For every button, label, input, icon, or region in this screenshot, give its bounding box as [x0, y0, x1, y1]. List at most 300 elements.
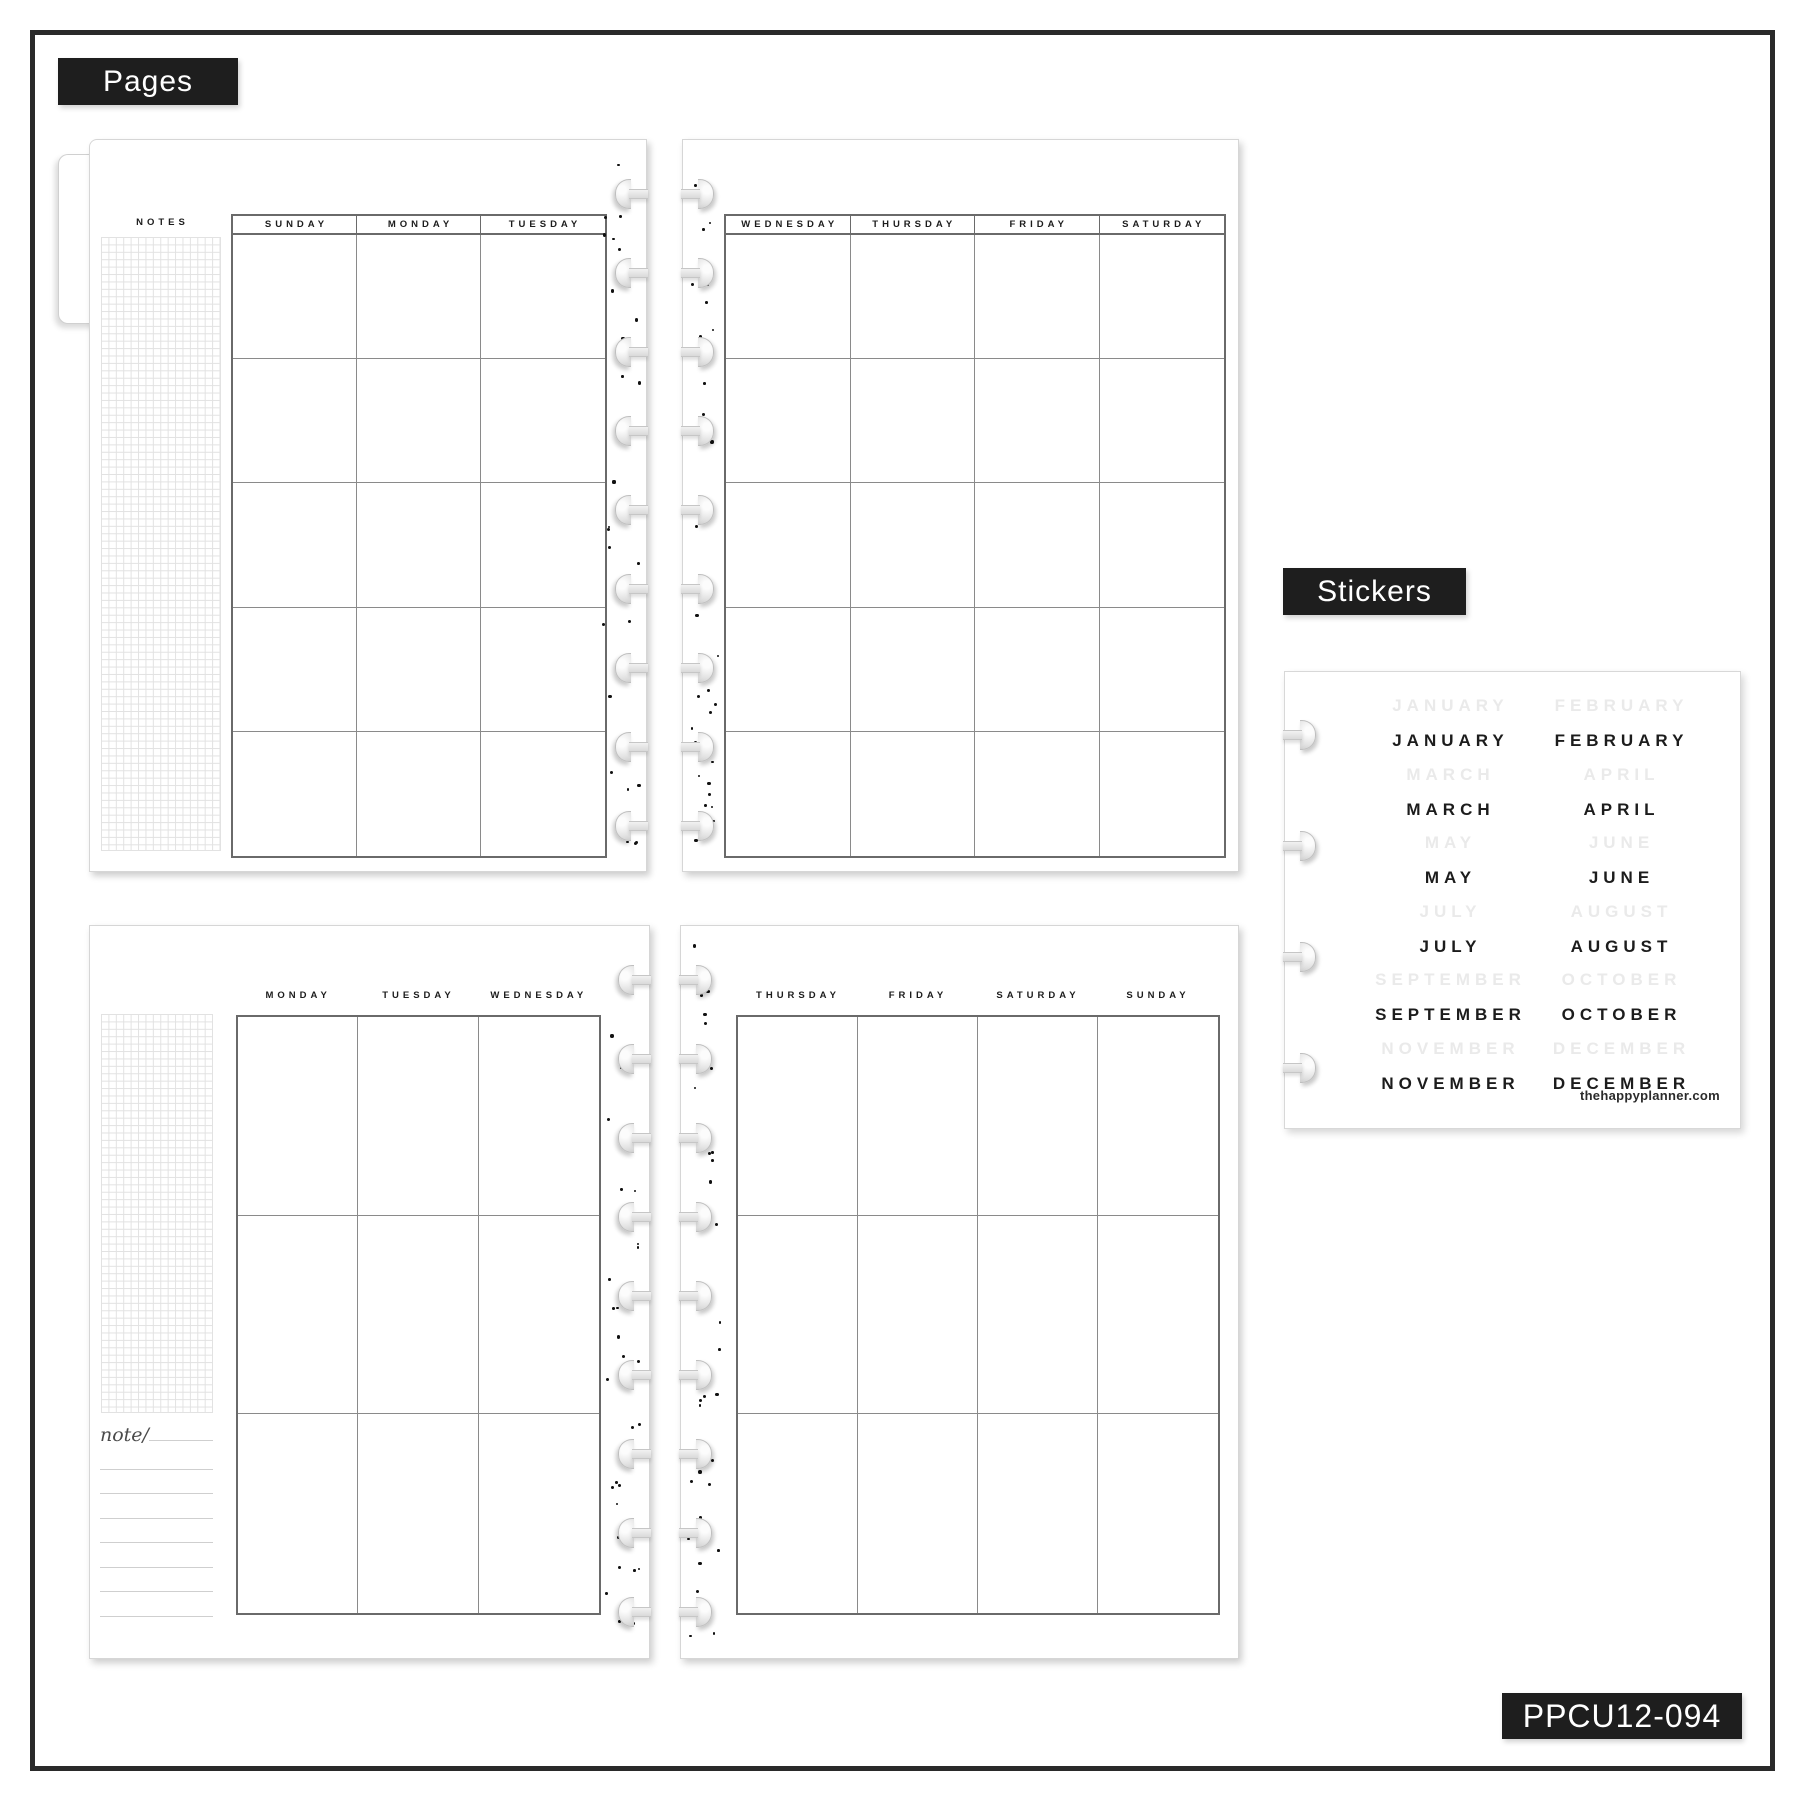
disc-stem	[1283, 841, 1302, 851]
disc-stem	[632, 1291, 651, 1301]
confetti-dot	[709, 222, 711, 224]
day-header-monday: MONDAY	[265, 990, 331, 1001]
binder-disc	[615, 574, 649, 602]
day-header-friday: FRIDAY	[975, 216, 1100, 235]
disc-stem	[681, 426, 700, 436]
month-sticker: JANUARY	[1392, 731, 1509, 750]
notes-title: NOTES	[136, 217, 189, 228]
disc-stem	[632, 1370, 651, 1380]
binder-disc	[680, 811, 714, 839]
disc-stem	[632, 1212, 651, 1222]
weekly-calendar-grid	[236, 1015, 601, 1615]
disc-stem	[681, 268, 700, 278]
binder-disc	[680, 574, 714, 602]
month-sticker: AUGUST	[1570, 936, 1673, 956]
confetti-dot	[698, 775, 700, 777]
confetti-dot	[610, 771, 613, 774]
confetti-dot	[633, 1569, 636, 1572]
confetti-dot	[607, 1118, 610, 1121]
calendar-cell	[358, 1017, 478, 1216]
disc-bulb	[696, 965, 712, 995]
month-sticker-ghost: SEPTEMBER	[1375, 970, 1526, 989]
disc-stem	[679, 1291, 698, 1301]
confetti-dot	[711, 761, 713, 763]
confetti-dot	[637, 562, 640, 565]
disc-stem	[681, 584, 700, 594]
month-sticker-sheet	[1284, 671, 1741, 1129]
planner-page-top-right	[682, 139, 1239, 872]
monthly-calendar-grid	[231, 214, 607, 858]
calendar-cell	[233, 359, 357, 483]
day-header-tuesday: TUESDAY	[382, 990, 455, 1001]
disc-stem	[681, 663, 700, 673]
calendar-cell	[978, 1414, 1098, 1613]
disc-bulb	[698, 732, 714, 762]
confetti-dot	[612, 480, 615, 483]
month-sticker: MARCH	[1406, 799, 1495, 819]
binder-disc	[615, 653, 649, 681]
confetti-dot	[638, 381, 641, 384]
calendar-cell	[726, 732, 851, 856]
disc-stem	[632, 1054, 651, 1064]
disc-stem	[679, 1054, 698, 1064]
disc-stem	[632, 1528, 651, 1538]
day-header-saturday: SATURDAY	[996, 990, 1080, 1001]
binder-disc	[678, 1597, 712, 1625]
month-sticker-ghost: JANUARY	[1392, 696, 1509, 715]
confetti-dot	[715, 1393, 718, 1396]
note-lines-block	[100, 1426, 213, 1617]
calendar-cell	[851, 235, 976, 359]
pages-badge-label: Pages	[102, 64, 194, 98]
day-header-tuesday: TUESDAY	[481, 216, 605, 235]
disc-stem	[679, 1449, 698, 1459]
disc-bulb	[696, 1044, 712, 1074]
confetti-dot	[699, 1404, 702, 1407]
disc-bulb	[698, 179, 714, 209]
calendar-cell	[481, 483, 605, 607]
calendar-cell	[481, 608, 605, 732]
stickers-badge-label: Stickers	[1317, 574, 1432, 608]
binder-disc	[618, 965, 652, 993]
confetti-dot	[634, 1190, 637, 1193]
calendar-cell	[858, 1216, 978, 1415]
calendar-cell	[975, 732, 1100, 856]
weekday-labels-row	[736, 990, 1216, 1001]
disc-stem	[629, 663, 648, 673]
calendar-cell	[851, 608, 976, 732]
disc-bulb	[1300, 1053, 1316, 1083]
binder-disc	[680, 416, 714, 444]
month-sticker-ghost: OCTOBER	[1561, 970, 1682, 989]
planner-page-bottom-left	[89, 925, 650, 1659]
binder-disc	[678, 1281, 712, 1309]
day-header-monday: MONDAY	[357, 216, 481, 235]
month-sticker-ghost: DECEMBER	[1552, 1038, 1691, 1058]
calendar-cell	[738, 1017, 858, 1216]
confetti-dot	[602, 623, 605, 626]
calendar-cell	[851, 359, 976, 483]
ruled-line	[100, 1470, 213, 1495]
calendar-cell	[726, 235, 851, 359]
confetti-dot	[611, 289, 615, 293]
binder-disc	[1282, 942, 1316, 970]
calendar-cell	[858, 1017, 978, 1216]
month-sticker: FEBRUARY	[1554, 731, 1689, 750]
binder-disc	[618, 1360, 652, 1388]
calendar-cell	[975, 608, 1100, 732]
disc-bulb	[696, 1123, 712, 1153]
disc-stem	[679, 1370, 698, 1380]
disc-bulb	[698, 258, 714, 288]
confetti-dot	[708, 1483, 711, 1486]
confetti-dot	[635, 841, 638, 844]
confetti-dot	[695, 525, 698, 528]
confetti-dot	[622, 1355, 625, 1358]
confetti-dot	[637, 784, 640, 787]
calendar-cell	[1098, 1414, 1218, 1613]
day-header-friday: FRIDAY	[888, 990, 948, 1001]
month-sticker: OCTOBER	[1561, 1005, 1682, 1024]
calendar-cell	[233, 483, 357, 607]
disc-stem	[681, 742, 700, 752]
notes-grid-paper	[101, 1014, 213, 1413]
sku-badge-label: PPCU12-094	[1522, 1697, 1722, 1734]
disc-bulb	[1300, 720, 1316, 750]
calendar-cell	[479, 1414, 599, 1613]
confetti-dot	[703, 382, 706, 385]
planner-page-top-left	[89, 139, 647, 872]
ruled-line	[100, 1445, 213, 1470]
confetti-dot	[699, 1399, 702, 1402]
confetti-dot	[611, 1486, 614, 1489]
confetti-dot	[713, 1632, 716, 1635]
disc-stem	[679, 975, 698, 985]
binder-disc	[678, 965, 712, 993]
disc-bulb	[698, 495, 714, 525]
binder-disc	[680, 653, 714, 681]
calendar-cell	[358, 1414, 478, 1613]
confetti-dot	[707, 689, 710, 692]
day-header-sunday: SUNDAY	[1126, 990, 1190, 1001]
disc-bulb	[698, 811, 714, 841]
calendar-cell	[358, 1216, 478, 1415]
disc-stem	[679, 1133, 698, 1143]
binder-disc	[615, 416, 649, 444]
month-sticker-ghost: MAY	[1424, 833, 1477, 852]
weekday-labels-row	[236, 990, 597, 1001]
confetti-dot	[612, 1307, 615, 1310]
binder-disc	[680, 337, 714, 365]
confetti-dot	[712, 329, 715, 332]
binder-disc	[618, 1123, 652, 1151]
confetti-dot	[620, 1188, 622, 1190]
binder-disc	[618, 1518, 652, 1546]
confetti-dot	[697, 695, 700, 698]
weekly-calendar-grid	[736, 1015, 1220, 1615]
disc-bulb	[696, 1281, 712, 1311]
binder-disc	[1282, 720, 1316, 748]
disc-stem	[629, 505, 648, 515]
disc-stem	[681, 821, 700, 831]
note-label: note/	[100, 1424, 149, 1446]
confetti-dot	[616, 1503, 618, 1505]
disc-stem	[681, 347, 700, 357]
confetti-dot	[606, 1378, 609, 1381]
calendar-cell	[726, 483, 851, 607]
confetti-dot	[719, 1321, 721, 1323]
confetti-dot	[627, 788, 629, 790]
calendar-cell	[1100, 732, 1225, 856]
binder-disc	[615, 811, 649, 839]
confetti-dot	[709, 1180, 712, 1183]
day-header-wednesday: WEDNESDAY	[490, 990, 588, 1001]
binder-disc	[618, 1044, 652, 1072]
month-sticker: JULY	[1419, 936, 1482, 956]
calendar-cell	[975, 483, 1100, 607]
confetti-dot	[608, 695, 611, 698]
calendar-cell	[357, 359, 481, 483]
day-header-sunday: SUNDAY	[233, 216, 357, 235]
calendar-cell	[357, 235, 481, 359]
stickers-badge	[1283, 568, 1466, 615]
disc-stem	[629, 268, 648, 278]
binder-disc	[615, 732, 649, 760]
confetti-dot	[711, 806, 713, 808]
confetti-dot	[604, 216, 607, 219]
calendar-cell	[978, 1216, 1098, 1415]
confetti-dot	[617, 164, 620, 167]
binder-disc	[1282, 831, 1316, 859]
calendar-cell	[357, 608, 481, 732]
disc-stem	[629, 426, 648, 436]
ruled-line	[100, 1592, 213, 1617]
binder-disc	[678, 1202, 712, 1230]
binder-disc	[615, 495, 649, 523]
confetti-dot	[709, 711, 712, 714]
confetti-dot	[612, 238, 615, 241]
disc-stem	[1283, 952, 1302, 962]
confetti-dot	[691, 727, 694, 730]
confetti-dot	[693, 944, 696, 947]
day-header-thursday: THURSDAY	[756, 990, 840, 1001]
confetti-dot	[690, 1480, 694, 1484]
disc-bulb	[698, 416, 714, 446]
ruled-line	[100, 1543, 213, 1568]
disc-bulb	[696, 1518, 712, 1548]
disc-stem	[629, 347, 648, 357]
calendar-cell	[1100, 359, 1225, 483]
confetti-dot	[610, 1034, 613, 1037]
confetti-dot	[704, 804, 707, 807]
calendar-cell	[238, 1017, 358, 1216]
day-header-thursday: THURSDAY	[851, 216, 976, 235]
calendar-cell	[479, 1017, 599, 1216]
binder-disc	[680, 258, 714, 286]
binder-disc	[615, 337, 649, 365]
confetti-dot	[605, 1592, 608, 1595]
disc-stem	[679, 1607, 698, 1617]
calendar-cell	[978, 1017, 1098, 1216]
disc-stem	[681, 505, 700, 515]
calendar-cell	[357, 483, 481, 607]
ruled-line	[100, 1568, 213, 1593]
day-header-saturday: SATURDAY	[1100, 216, 1225, 235]
calendar-cell	[479, 1216, 599, 1415]
month-sticker: APRIL	[1583, 799, 1660, 819]
confetti-dot	[707, 782, 711, 786]
confetti-dot	[619, 215, 622, 218]
calendar-cell	[858, 1414, 978, 1613]
disc-stem	[629, 189, 648, 199]
binder-disc	[618, 1202, 652, 1230]
disc-stem	[679, 1528, 698, 1538]
confetti-dot	[618, 1566, 621, 1569]
disc-bulb	[696, 1360, 712, 1390]
confetti-dot	[608, 1278, 611, 1281]
confetti-dot	[638, 1568, 640, 1570]
ruled-line	[100, 1494, 213, 1519]
notes-grid-paper	[101, 237, 221, 851]
disc-stem	[681, 189, 700, 199]
confetti-dot	[621, 375, 623, 377]
confetti-dot	[711, 1159, 714, 1162]
disc-bulb	[1300, 831, 1316, 861]
confetti-dot	[695, 614, 698, 617]
confetti-dot	[631, 1426, 634, 1429]
calendar-cell	[726, 359, 851, 483]
pages-badge	[58, 58, 238, 105]
month-sticker: SEPTEMBER	[1375, 1005, 1526, 1024]
day-header-wednesday: WEDNESDAY	[726, 216, 851, 235]
confetti-dot	[637, 1243, 639, 1245]
calendar-cell	[851, 732, 976, 856]
confetti-dot	[717, 655, 719, 657]
calendar-cell	[357, 732, 481, 856]
disc-bulb	[696, 1202, 712, 1232]
calendar-cell	[738, 1414, 858, 1613]
calendar-cell	[1100, 483, 1225, 607]
confetti-dot	[696, 1590, 699, 1593]
confetti-dot	[703, 1013, 706, 1016]
disc-bulb	[696, 1439, 712, 1469]
confetti-dot	[702, 228, 705, 231]
calendar-cell	[975, 235, 1100, 359]
disc-stem	[632, 1449, 651, 1459]
confetti-dot	[618, 248, 621, 251]
disc-stem	[1283, 730, 1302, 740]
disc-bulb	[1300, 942, 1316, 972]
confetti-dot	[708, 793, 711, 796]
month-sticker: DECEMBER	[1552, 1073, 1691, 1093]
calendar-cell	[238, 1414, 358, 1613]
binder-disc	[678, 1518, 712, 1546]
disc-stem	[629, 742, 648, 752]
disc-stem	[629, 821, 648, 831]
disc-bulb	[696, 1597, 712, 1627]
disc-stem	[632, 1133, 651, 1143]
calendar-cell	[851, 483, 976, 607]
binder-disc	[618, 1597, 652, 1625]
disc-stem	[629, 584, 648, 594]
confetti-dot	[714, 703, 717, 706]
confetti-dot	[718, 1348, 721, 1351]
confetti-dot	[698, 1470, 702, 1474]
calendar-cell	[738, 1216, 858, 1415]
confetti-dot	[638, 1423, 641, 1426]
binder-disc	[678, 1123, 712, 1151]
month-sticker: NOVEMBER	[1381, 1073, 1520, 1093]
confetti-dot	[704, 1022, 707, 1025]
ruled-line	[100, 1519, 213, 1544]
disc-bulb	[698, 574, 714, 604]
calendar-cell	[481, 235, 605, 359]
confetti-dot	[689, 1635, 692, 1638]
binder-disc	[618, 1281, 652, 1309]
binder-disc	[615, 258, 649, 286]
calendar-cell	[1100, 235, 1225, 359]
disc-stem	[632, 1607, 651, 1617]
binder-disc	[678, 1439, 712, 1467]
binder-disc	[680, 495, 714, 523]
sku-badge	[1502, 1693, 1742, 1739]
calendar-cell	[726, 608, 851, 732]
binder-disc	[680, 732, 714, 760]
confetti-dot	[617, 1335, 620, 1338]
confetti-dot	[628, 620, 632, 624]
calendar-cell	[238, 1216, 358, 1415]
confetti-dot	[607, 528, 610, 531]
month-sticker-ghost: NOVEMBER	[1381, 1038, 1520, 1058]
binder-disc	[1282, 1053, 1316, 1081]
month-sticker-ghost: APRIL	[1583, 764, 1660, 784]
binder-disc	[615, 179, 649, 207]
monthly-calendar-grid	[724, 214, 1226, 858]
disc-bulb	[698, 653, 714, 683]
binder-disc	[678, 1044, 712, 1072]
disc-bulb	[698, 337, 714, 367]
website-label: thehappyplanner.com	[1579, 1088, 1720, 1103]
calendar-cell	[233, 235, 357, 359]
confetti-dot	[615, 1481, 618, 1484]
disc-stem	[632, 975, 651, 985]
binder-disc	[618, 1439, 652, 1467]
month-sticker: MAY	[1424, 868, 1477, 887]
confetti-dot	[705, 301, 708, 304]
disc-stem	[679, 1212, 698, 1222]
binder-disc	[678, 1360, 712, 1388]
calendar-cell	[1098, 1216, 1218, 1415]
note-underline	[149, 1426, 213, 1441]
planner-page-bottom-right	[680, 925, 1239, 1659]
confetti-dot	[703, 1395, 706, 1398]
month-sticker-ghost: JULY	[1419, 901, 1482, 921]
confetti-dot	[608, 546, 611, 549]
month-sticker-ghost: MARCH	[1406, 764, 1495, 784]
confetti-dot	[715, 1223, 718, 1226]
calendar-cell	[481, 359, 605, 483]
confetti-dot	[603, 233, 607, 237]
month-sticker: JUNE	[1588, 868, 1655, 887]
calendar-cell	[233, 732, 357, 856]
confetti-dot	[637, 1246, 639, 1248]
calendar-cell	[1100, 608, 1225, 732]
calendar-cell	[975, 359, 1100, 483]
binder-disc	[680, 179, 714, 207]
calendar-cell	[1098, 1017, 1218, 1216]
confetti-dot	[694, 1087, 697, 1090]
confetti-dot	[618, 1484, 621, 1487]
